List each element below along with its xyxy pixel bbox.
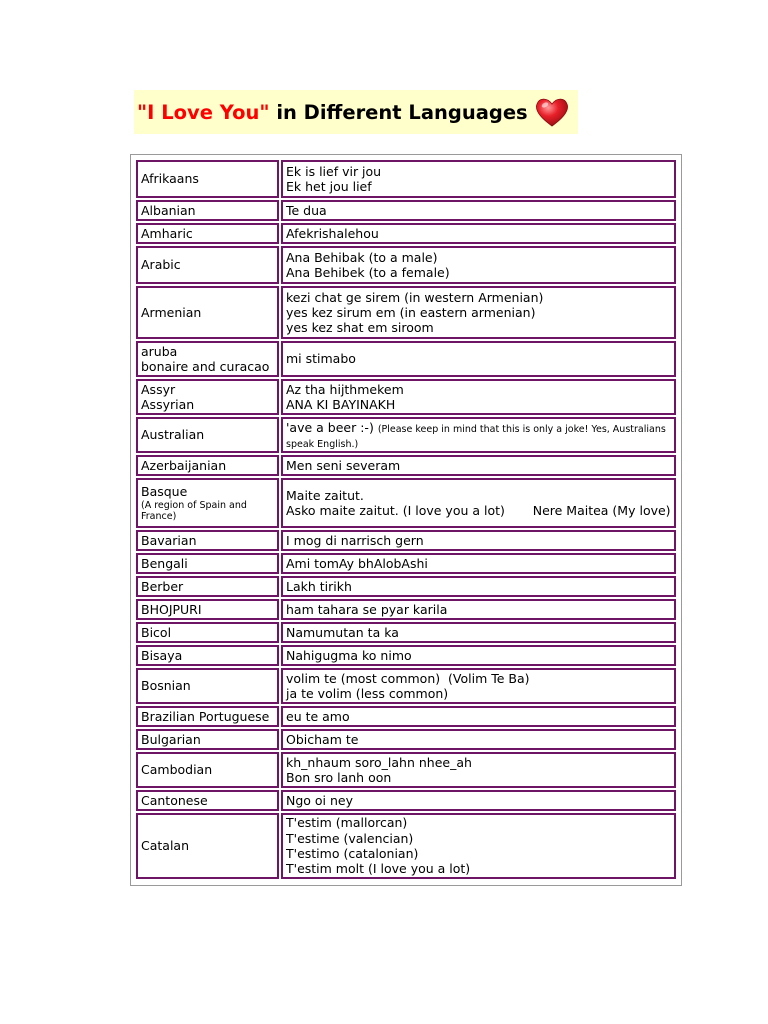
phrase-text: Asko maite zaitut. (I love you a lot) Nere Maitea (My love) [286,503,671,518]
phrase-text: ANA KI BAYINAKH [286,397,396,412]
phrase-cell [281,223,676,244]
language-name: Azerbaijanian [141,457,227,473]
language-name: Bulgarian [141,731,201,747]
phrase-cell [281,160,676,198]
table-row [136,455,676,476]
language-cell [136,200,279,221]
table-row [136,160,676,198]
language-name: Armenian [141,304,202,320]
table-row [136,576,676,597]
phrase-cell [281,790,676,811]
phrase-text: 'ave a beer :-) [286,419,374,435]
title-quoted-phrase: "I Love You" [137,100,270,124]
language-table-frame [130,154,682,886]
phrase-cell [281,729,676,750]
language-name: Assyr [141,381,176,397]
title-rest: in Different Languages [269,100,528,124]
language-name: bonaire and curacao [141,359,270,374]
table-row [136,417,676,453]
phrase-cell [281,599,676,620]
phrase-text: yes kez shat em siroom [286,320,434,336]
language-cell [136,478,279,528]
heart-icon [534,95,570,129]
phrase-text: Ana Behibak (to a male) [286,249,438,265]
language-cell [136,813,279,879]
language-name: Catalan [141,838,190,854]
phrase-cell [281,553,676,574]
language-name: Albanian [141,202,196,218]
language-table [134,158,678,881]
language-name: Assyrian [141,397,195,412]
phrase-cell [281,417,676,453]
table-row [136,223,676,244]
language-cell [136,553,279,574]
language-cell [136,455,279,476]
phrase-cell [281,478,676,528]
table-row [136,668,676,704]
phrase-cell [281,576,676,597]
phrase-text: Namumutan ta ka [286,624,399,640]
table-row [136,706,676,727]
phrase-cell [281,200,676,221]
phrase-text: Az tha hijthmekem [286,381,404,397]
phrase-text: Ana Behibek (to a female) [286,265,450,280]
language-name: Berber [141,578,184,594]
phrase-text: Afekrishalehou [286,225,379,241]
language-cell [136,530,279,551]
table-row [136,622,676,643]
title-banner [134,90,578,134]
language-name: Cantonese [141,792,208,808]
phrase-text: Maite zaitut. [286,487,364,503]
phrase-text: ham tahara se pyar karila [286,601,448,617]
language-name: Bavarian [141,532,197,548]
phrase-cell [281,341,676,377]
phrase-text: yes kez sirum em (in eastern armenian) [286,304,536,320]
phrase-text: Nahigugma ko nimo [286,647,412,663]
phrase-text: Ngo oi ney [286,792,354,808]
phrase-text: kezi chat ge sirem (in western Armenian) [286,289,544,305]
language-cell [136,246,279,284]
phrase-text: Lakh tirikh [286,578,352,594]
table-row [136,200,676,221]
table-row [136,379,676,415]
language-name: Basque [141,484,188,500]
language-cell [136,417,279,453]
table-row [136,813,676,879]
phrase-cell [281,622,676,643]
language-cell [136,729,279,750]
phrase-cell [281,813,676,879]
language-name: Australian [141,427,205,443]
language-name: BHOJPURI [141,601,202,617]
phrase-text: Men seni severam [286,457,401,473]
language-cell [136,790,279,811]
language-name: Bicol [141,624,172,640]
phrase-cell [281,286,676,339]
table-row [136,341,676,377]
table-row [136,530,676,551]
table-row [136,645,676,666]
table-row [136,286,676,339]
language-cell [136,379,279,415]
language-cell [136,223,279,244]
language-cell [136,599,279,620]
language-name: Bisaya [141,647,183,663]
language-cell [136,160,279,198]
table-row [136,790,676,811]
phrase-text: mi stimabo [286,351,356,367]
language-cell [136,622,279,643]
table-row [136,246,676,284]
table-row [136,599,676,620]
phrase-text: T'estime (valencian) [286,830,414,846]
language-cell [136,752,279,788]
language-cell [136,668,279,704]
language-note: (A region of Spain and France) [141,499,250,522]
language-name: Bengali [141,555,188,571]
phrase-text: Ek het jou lief [286,179,372,194]
phrase-text: ja te volim (less common) [286,686,449,701]
phrase-cell [281,379,676,415]
phrase-text: eu te amo [286,708,350,724]
language-cell [136,706,279,727]
phrase-text: T'estim (mallorcan) [286,815,408,831]
table-row [136,729,676,750]
language-name: aruba [141,343,178,359]
phrase-cell [281,706,676,727]
language-name: Amharic [141,225,193,241]
language-cell [136,576,279,597]
page-title [137,101,528,124]
phrase-cell [281,530,676,551]
language-name: Brazilian Portuguese [141,708,270,724]
phrase-text: I mog di narrisch gern [286,532,424,548]
phrase-cell [281,246,676,284]
language-name: Bosnian [141,678,191,694]
phrase-cell [281,455,676,476]
phrase-note: (Please keep in mind that this is only a joke! Yes, Australians speak English.) [286,423,666,450]
phrase-text: T'estimo (catalonian) [286,846,419,861]
phrase-text: Obicham te [286,731,359,747]
language-name: Cambodian [141,762,213,778]
phrase-cell [281,752,676,788]
phrase-text: T'estim molt (I love you a lot) [286,861,471,877]
language-cell [136,286,279,339]
phrase-cell [281,668,676,704]
phrase-text: Ek is lief vir jou [286,163,382,179]
phrase-text: volim te (most common) (Volim Te Ba) [286,670,530,686]
table-row [136,553,676,574]
table-row [136,478,676,528]
phrase-text: kh_nhaum soro_lahn nhee_ah [286,754,472,770]
phrase-text: Ami tomAy bhAlobAshi [286,555,428,571]
language-name: Arabic [141,257,181,273]
language-cell [136,645,279,666]
language-cell [136,341,279,377]
phrase-text: Te dua [286,202,327,218]
language-name: Afrikaans [141,171,199,187]
phrase-cell [281,645,676,666]
table-row [136,752,676,788]
phrase-text: Bon sro lanh oon [286,770,392,785]
